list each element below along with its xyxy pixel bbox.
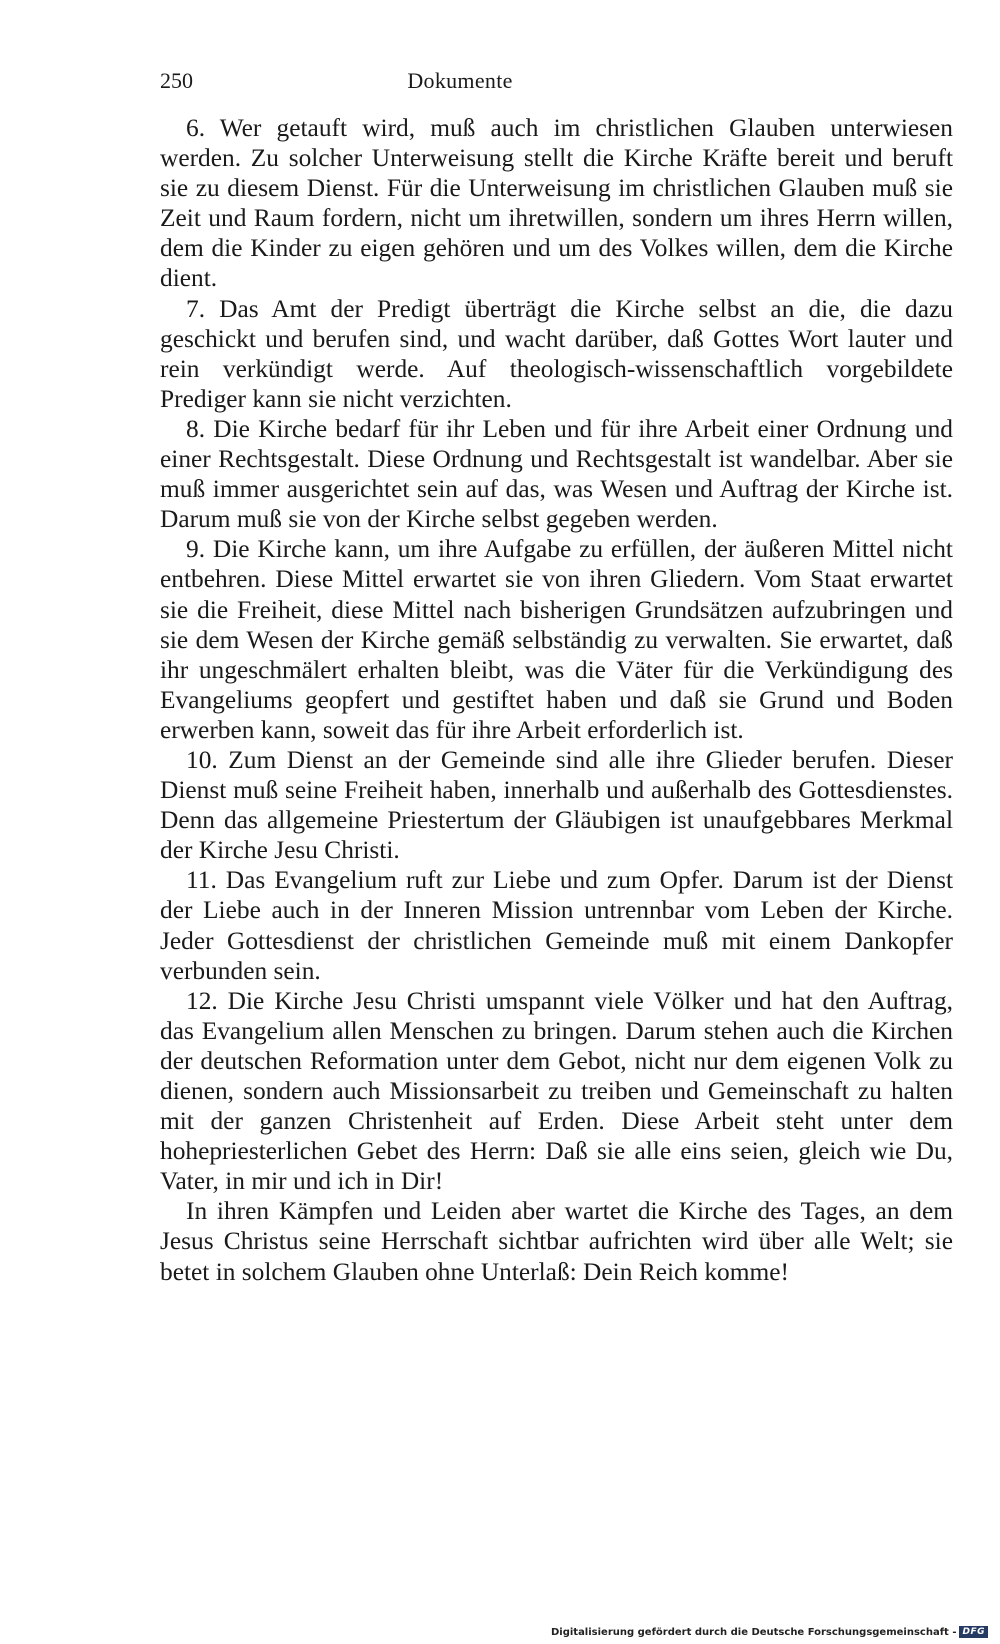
paragraph-7: 7. Das Amt der Predigt überträgt die Kirche selbst an die, die dazu geschickt und berufen sind, und wacht darüber, daß Gottes Wort lauter und rein verkündigt werde. Auf theologisch-wissenschaftlich vorgebildete Prediger kann sie nicht verzichten. bbox=[160, 294, 953, 413]
page-header bbox=[160, 68, 953, 100]
running-head: Dokumente bbox=[407, 68, 513, 93]
closing-paragraph: In ihren Kämpfen und Leiden aber wartet die Kirche des Tages, an dem Jesus Christus seine Herrschaft sichtbar aufrichten wird über alle Welt; sie betet in solchem Glauben ohne Unterlaß: Dein Reich komme! bbox=[160, 1197, 953, 1286]
body-text bbox=[160, 113, 953, 1287]
paragraph-6: 6. Wer getauft wird, muß auch im christlichen Glauben unterwiesen werden. Zu solcher Unterweisung stellt die Kirche Kräfte bereit und beruft sie zu diesem Dienst. Für die Unterweisung im christlichen Glauben muß sie Zeit und Raum fordern, nicht um ihretwillen, sondern um ihres Herrn willen, dem die Kinder zu eigen gehören und um des Volkes willen, dem die Kirche dient. bbox=[160, 114, 953, 293]
paragraph-8: 8. Die Kirche bedarf für ihr Leben und für ihre Arbeit einer Ordnung und einer Rechtsgestalt. Diese Ordnung und Rechtsgestalt ist wandelbar. Aber sie muß immer ausgerichtet sein auf das, was Wesen und Auftrag der Kirche ist. Darum muß sie von der Kirche selbst gegeben werden. bbox=[160, 414, 953, 534]
paragraph-9: 9. Die Kirche kann, um ihre Aufgabe zu erfüllen, der äußeren Mittel nicht entbehren. Diese Mittel erwartet sie von ihren Gliedern. Vom Staat erwartet sie die Freiheit, diese Mittel nach bisherigen Grundsätzen aufzubringen und sie dem Wesen der Kirche gemäß selbständig zu verwalten. Sie erwartet, daß ihr ungeschmälert erhalten bleibt, was die Väter für die Verkündigung des Evangeliums geopfert und gestiftet haben und daß sie Grund und Boden erwerben kann, soweit das für ihre Arbeit erforderlich ist. bbox=[160, 535, 953, 744]
dfg-logo: DFG bbox=[959, 1626, 988, 1638]
paragraph-10: 10. Zum Dienst an der Gemeinde sind alle ihre Glieder berufen. Dieser Dienst muß seine Freiheit haben, innerhalb und außerhalb des Gottesdienstes. Denn das allgemeine Priestertum der Gläubigen ist unaufgebbares Merkmal der Kirche Jesu Christi. bbox=[160, 745, 953, 865]
page-number: 250 bbox=[160, 68, 193, 93]
footer-text: Digitalisierung gefördert durch die Deutsche Forschungsgemeinschaft - bbox=[550, 1626, 957, 1638]
paragraph-12: 12. Die Kirche Jesu Christi umspannt viele Völker und hat den Auftrag, das Evangelium allen Menschen zu bringen. Darum stehen auch die Kirchen der deutschen Reformation unter dem Gebot, nicht nur dem eigenen Volk zu dienen, sondern auch Missionsarbeit zu treiben und Gemeinschaft zu halten mit der ganzen Christenheit auf Erden. Diese Arbeit steht unter dem hohepriesterlichen Gebet des Herrn: Daß sie alle eins seien, gleich wie Du, Vater, in mir und ich in Dir! bbox=[160, 986, 953, 1196]
paragraph-11: 11. Das Evangelium ruft zur Liebe und zum Opfer. Darum ist der Dienst der Liebe auch in der Inneren Mission untrennbar vom Leben der Kirche. Jeder Gottesdienst der christlichen Gemeinde muß mit einem Dankopfer verbunden sein. bbox=[160, 866, 953, 985]
digitization-footer bbox=[551, 1626, 988, 1638]
